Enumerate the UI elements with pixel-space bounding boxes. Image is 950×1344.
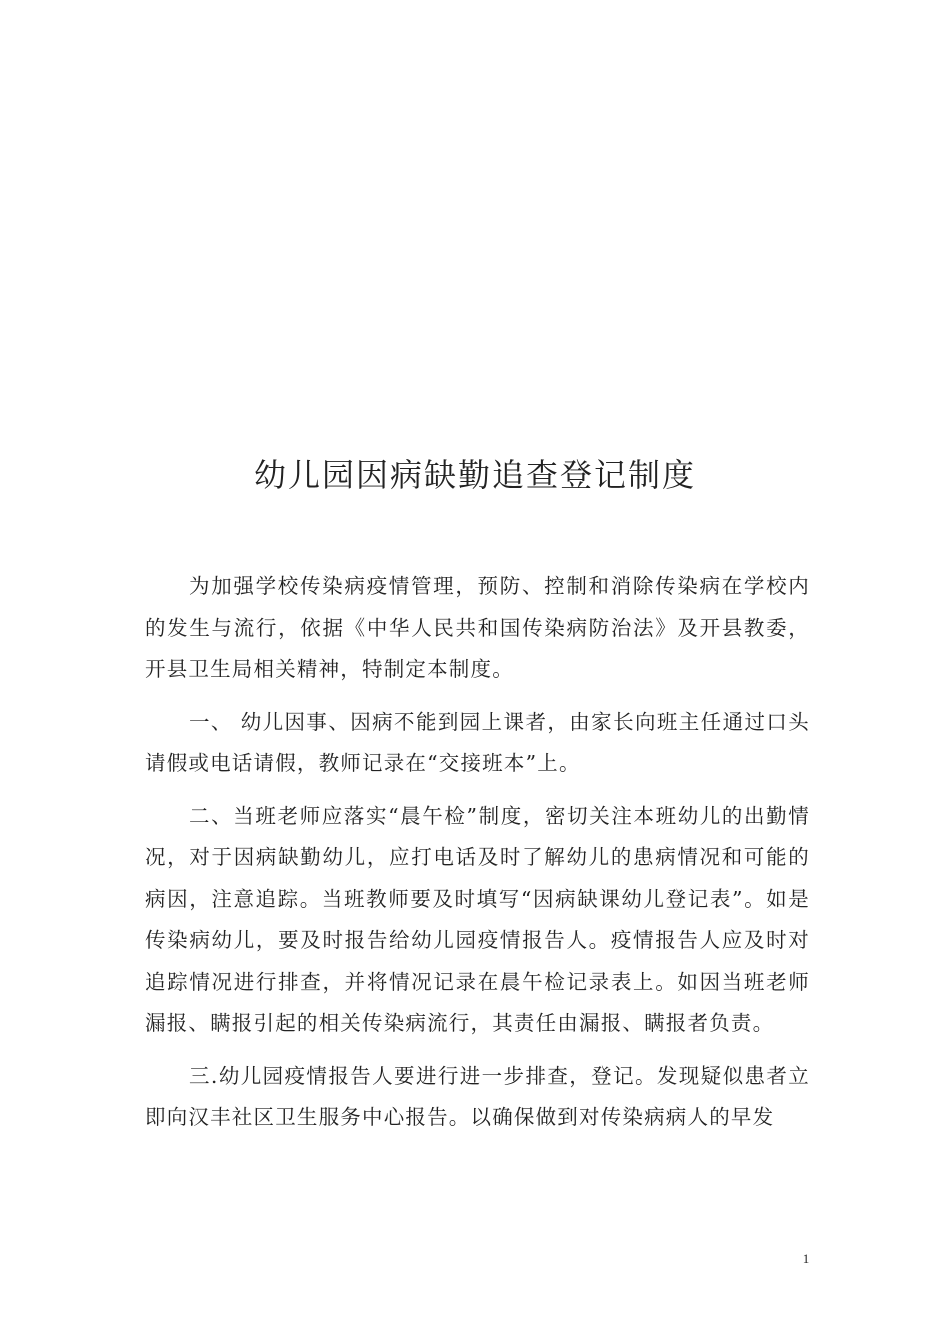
paragraph-item-2: 二、当班老师应落实“晨午检”制度，密切关注本班幼儿的出勤情况，对于因病缺勤幼儿，应打电话及时了解幼儿的患病情况和可能的病因，注意追踪。当班教师要及时填写“因病缺课幼儿登记表”。如是传染病幼儿，要及时报告给幼儿园疫情报告人。疫情报告人应及时对追踪情况进行排查，并将情况记录在晨午检记录表上。如因当班老师漏报、瞒报引起的相关传染病流行，其责任由漏报、瞒报者负责。 <box>145 803 810 1035</box>
paragraph-item-3: 三.幼儿园疫情报告人要进行进一步排查，登记。发现疑似患者立即向汉丰社区卫生服务中心报告。以确保做到对传染病病人的早发 <box>145 1063 810 1129</box>
paragraph-intro: 为加强学校传染病疫情管理，预防、控制和消除传染病在学校内的发生与流行，依据《中华人民共和国传染病防治法》及开县教委，开县卫生局相关精神，特制定本制度。 <box>145 574 810 681</box>
document-body <box>145 566 810 1150</box>
document-title: 幼儿园因病缺勤追查登记制度 <box>253 456 696 494</box>
paragraph-item-1: 一、 幼儿因事、因病不能到园上课者，由家长向班主任通过口头请假或电话请假，教师记录在“交接班本”上。 <box>145 709 810 775</box>
page-number: 1 <box>802 1251 810 1266</box>
